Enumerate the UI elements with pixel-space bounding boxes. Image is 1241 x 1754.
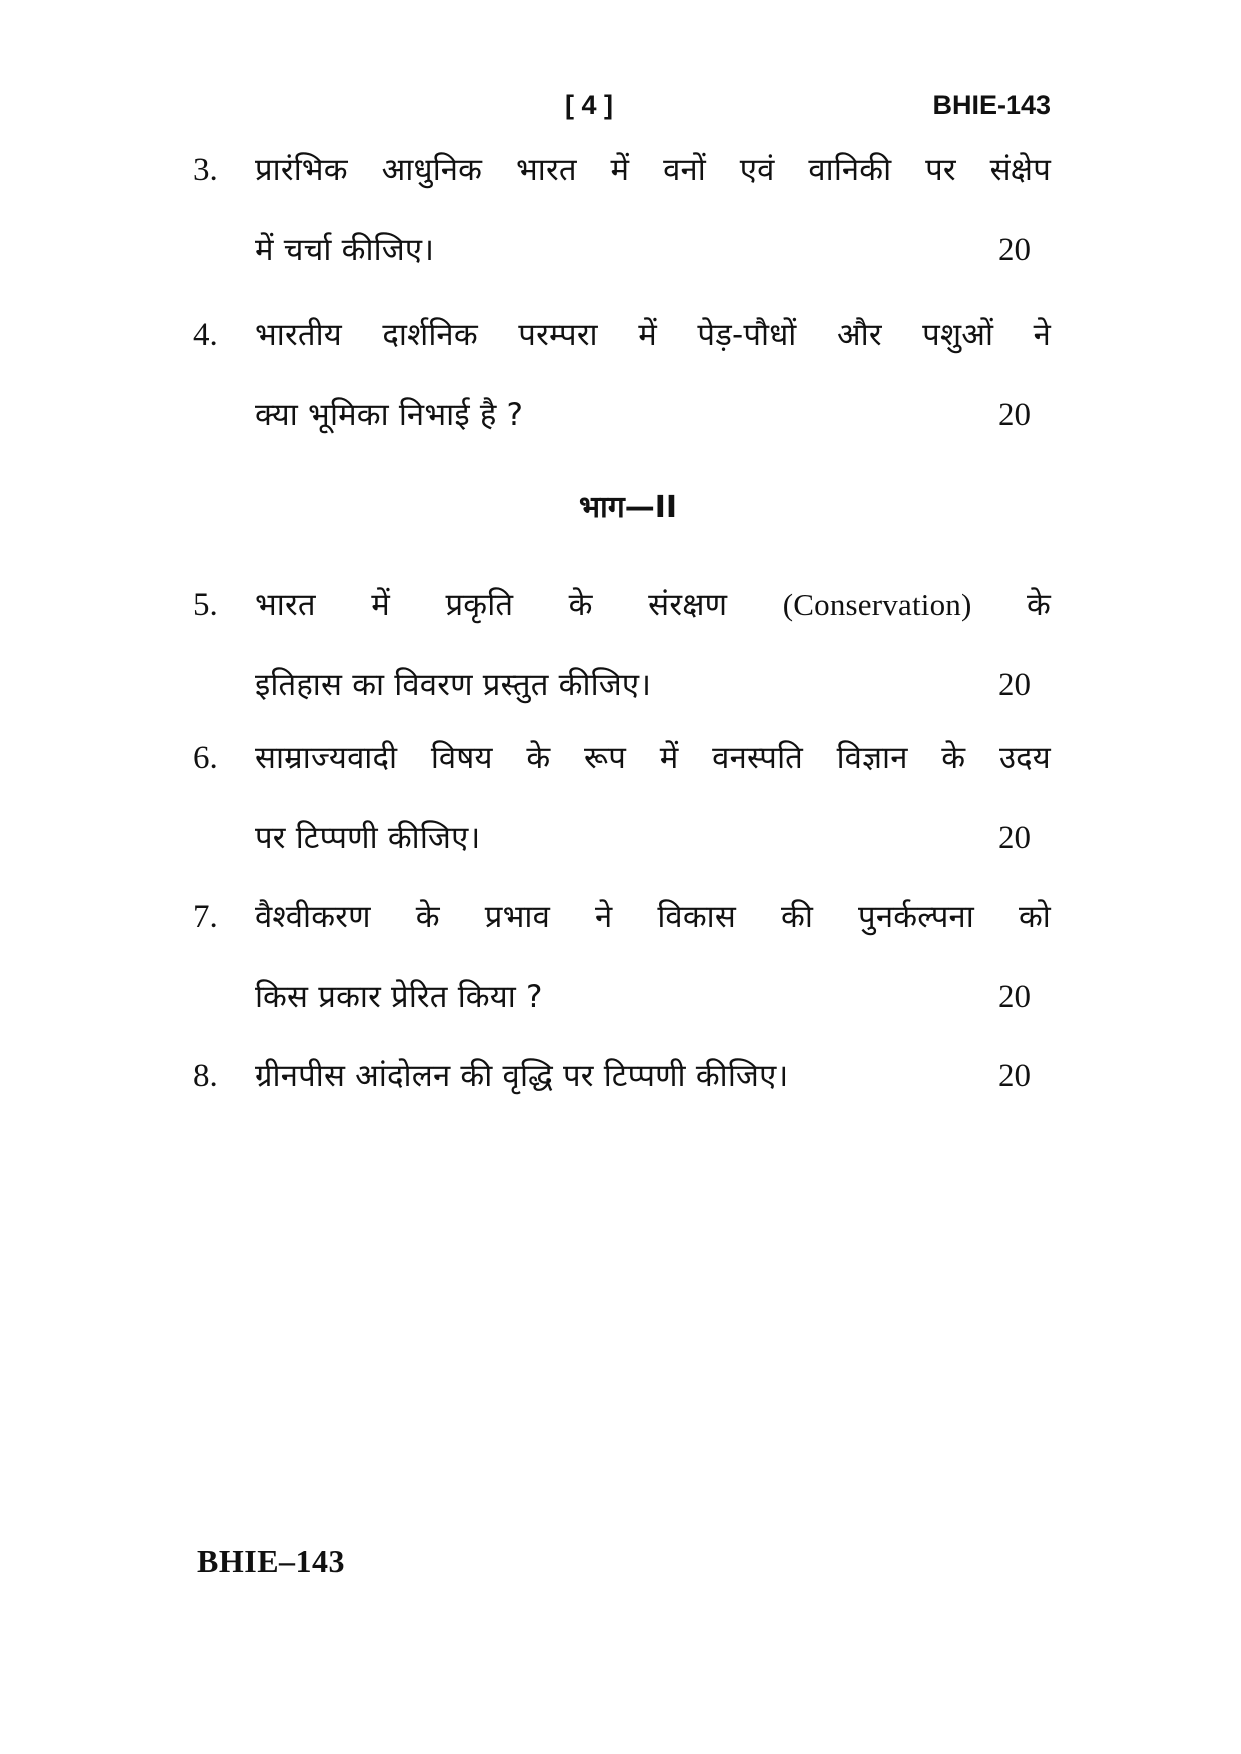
question-text: किस प्रकार प्रेरित किया ?: [255, 979, 543, 1015]
question-text: क्या भूमिका निभाई है ?: [255, 397, 524, 433]
question-line: [193, 1036, 1051, 1116]
question-marks: 20: [998, 232, 1031, 268]
question-line: [193, 210, 1051, 290]
question-4: [193, 295, 1051, 455]
question-text: भारत में प्रकृति के संरक्षण (Conservation) के: [255, 587, 1051, 623]
question-number: 5.: [193, 587, 218, 623]
question-line: [193, 565, 1051, 645]
question-number: 4.: [193, 317, 218, 353]
question-text: इतिहास का विवरण प्रस्तुत कीजिए।: [255, 667, 652, 703]
page-number: [ 4 ]: [565, 90, 614, 120]
question-8: [193, 1036, 1051, 1116]
header-course-code: BHIE-143: [932, 90, 1051, 120]
question-text: भारतीय दार्शनिक परम्परा में पेड़-पौधों और पशुओं ने: [255, 317, 1051, 353]
question-number: 7.: [193, 899, 218, 935]
latin-term: (Conservation): [782, 587, 972, 622]
question-text: वैश्वीकरण के प्रभाव ने विकास की पुनर्कल्पना को: [255, 899, 1051, 935]
question-text: पर टिप्पणी कीजिए।: [255, 820, 481, 856]
question-line: [193, 718, 1051, 798]
question-line: [193, 798, 1051, 878]
question-3: [193, 130, 1051, 290]
question-text: प्रारंभिक आधुनिक भारत में वनों एवं वानिकी पर संक्षेप: [255, 152, 1051, 188]
question-line: [193, 295, 1051, 375]
question-number: 3.: [193, 152, 218, 188]
question-text: साम्राज्यवादी विषय के रूप में वनस्पति विज्ञान के उदय: [255, 740, 1051, 776]
question-line: [193, 130, 1051, 210]
question-marks: 20: [998, 667, 1031, 703]
question-number: 6.: [193, 740, 218, 776]
question-line: [193, 957, 1051, 1037]
question-line: [193, 375, 1051, 455]
question-text: में चर्चा कीजिए।: [255, 232, 435, 268]
question-marks: 20: [998, 820, 1031, 856]
question-6: [193, 718, 1051, 878]
question-7: [193, 877, 1051, 1037]
question-marks: 20: [998, 397, 1031, 433]
question-number: 8.: [193, 1058, 218, 1094]
footer-course-code: BHIE–143: [197, 1543, 346, 1579]
section-heading-part-2: भाग—II: [578, 490, 678, 525]
question-text: ग्रीनपीस आंदोलन की वृद्धि पर टिप्पणी कीजिए।: [255, 1058, 789, 1094]
question-5: [193, 565, 1051, 725]
question-line: [193, 877, 1051, 957]
question-line: [193, 645, 1051, 725]
question-marks: 20: [998, 979, 1031, 1015]
question-marks: 20: [998, 1058, 1031, 1094]
